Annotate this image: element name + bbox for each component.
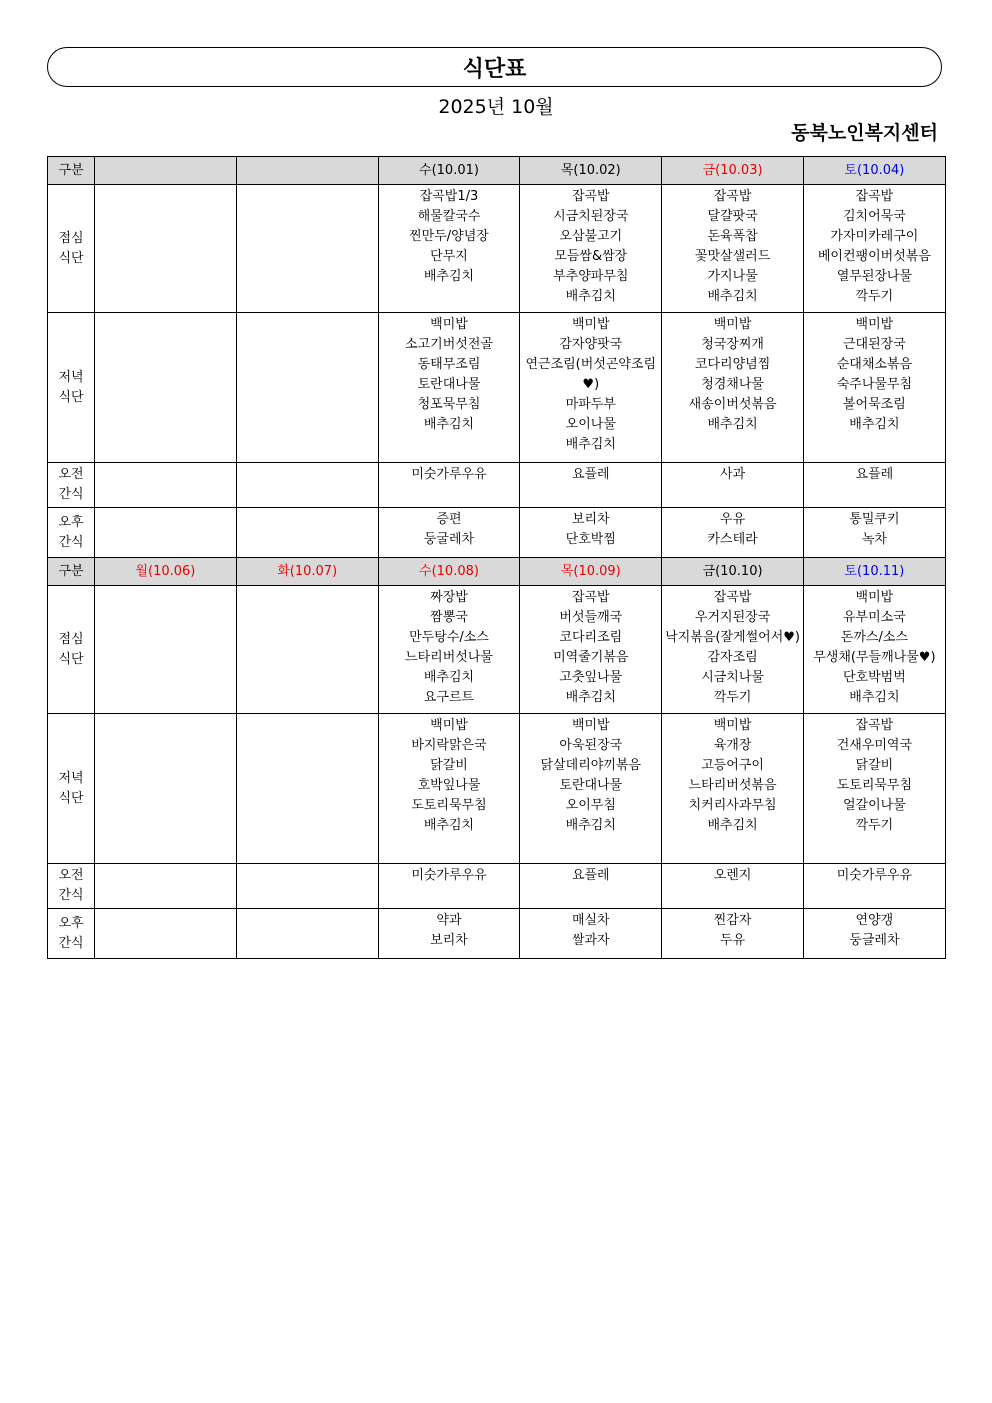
menu-item: 연양갱 bbox=[855, 913, 894, 928]
meal-type-text: 간식 bbox=[58, 534, 84, 550]
meal-type-text: 간식 bbox=[58, 888, 84, 903]
menu-item: 백미밥 bbox=[571, 317, 610, 332]
menu-item: 녹차 bbox=[861, 532, 887, 547]
meal-type-label bbox=[48, 586, 95, 714]
week-header-row bbox=[48, 157, 946, 185]
menu-item: 백미밥 bbox=[571, 718, 610, 733]
menu-item: 순대채소볶음 bbox=[836, 357, 913, 372]
meal-type-text: 간식 bbox=[58, 487, 84, 502]
menu-cell bbox=[236, 586, 378, 714]
meal-type-text: 식단 bbox=[58, 790, 84, 806]
menu-cell bbox=[95, 313, 237, 463]
menu-item: 배추김치 bbox=[565, 289, 616, 304]
menu-item: 숙주나물무침 bbox=[836, 377, 913, 392]
menu-cell bbox=[803, 508, 945, 558]
menu-cell bbox=[236, 463, 378, 508]
day-header: 목(10.02) bbox=[520, 157, 662, 185]
menu-cell bbox=[520, 313, 662, 463]
menu-cell bbox=[520, 185, 662, 313]
menu-item: 단호박범벅 bbox=[842, 670, 906, 685]
menu-item: 청경채나물 bbox=[701, 377, 764, 392]
menu-cell bbox=[95, 586, 237, 714]
menu-item: 증편 bbox=[436, 512, 462, 527]
menu-item: 배추김치 bbox=[423, 417, 475, 432]
menu-item: 청포묵무침 bbox=[417, 397, 481, 412]
menu-item: 얼갈이나물 bbox=[842, 798, 906, 813]
menu-item: 찐감자 bbox=[713, 913, 752, 928]
menu-item: 우거지된장국 bbox=[694, 610, 771, 625]
meal-type-text: 식단 bbox=[58, 389, 84, 405]
menu-item: 사과 bbox=[720, 467, 746, 482]
menu-cell bbox=[803, 313, 945, 463]
menu-cell bbox=[662, 185, 804, 313]
menu-cell bbox=[95, 463, 237, 508]
menu-item: 배추김치 bbox=[565, 818, 616, 833]
menu-item: 쌀과자 bbox=[571, 933, 610, 948]
menu-item: 아욱된장국 bbox=[559, 738, 623, 753]
meal-type-label bbox=[48, 508, 95, 558]
menu-cell bbox=[378, 463, 520, 508]
menu-item: 배추김치 bbox=[707, 818, 758, 833]
menu-item: 감자양팟국 bbox=[559, 337, 623, 352]
menu-item: 잡곡밥 bbox=[571, 590, 610, 605]
menu-item: 바지락맑은국 bbox=[411, 738, 487, 753]
day-header: 수(10.08) bbox=[378, 558, 520, 586]
menu-cell bbox=[803, 864, 945, 909]
menu-item: 돈까스/소스 bbox=[840, 630, 908, 645]
day-header: 금(10.10) bbox=[662, 558, 804, 586]
meal-type-text: 점심 bbox=[58, 230, 84, 246]
menu-item: 느타리버섯볶음 bbox=[688, 778, 777, 793]
menu-item: 베이컨팽이버섯볶음 bbox=[817, 249, 931, 264]
menu-item: 치커리사과무침 bbox=[688, 798, 777, 813]
day-header: 화(10.07) bbox=[236, 558, 378, 586]
menu-cell bbox=[662, 909, 804, 959]
menu-item: 달걀팟국 bbox=[707, 209, 758, 224]
menu-cell bbox=[662, 864, 804, 909]
menu-item: 백미밥 bbox=[855, 317, 894, 332]
menu-cell bbox=[236, 313, 378, 463]
menu-item: 미숫가루우유 bbox=[836, 868, 913, 883]
meal-type-text: 오후 bbox=[58, 915, 84, 931]
meal-type-text: 오전 bbox=[58, 467, 84, 482]
menu-item: 마파두부 bbox=[565, 397, 616, 412]
menu-item: 돈육폭찹 bbox=[707, 229, 758, 244]
menu-item: 요플레 bbox=[571, 467, 610, 482]
category-header: 구분 bbox=[48, 558, 95, 586]
menu-cell bbox=[520, 463, 662, 508]
meal-type-label bbox=[48, 185, 95, 313]
menu-item: 단호박찜 bbox=[565, 532, 616, 547]
menu-item: 오이무침 bbox=[565, 798, 616, 813]
menu-item: 배추김치 bbox=[423, 269, 475, 284]
menu-cell bbox=[236, 508, 378, 558]
menu-item: 해물칼국수 bbox=[417, 209, 481, 224]
menu-cell bbox=[378, 864, 520, 909]
menu-cell bbox=[662, 586, 804, 714]
menu-item: 호박잎나물 bbox=[417, 778, 481, 793]
menu-item: 잡곡밥 bbox=[855, 189, 894, 204]
menu-item: 백미밥 bbox=[855, 590, 894, 605]
menu-cell bbox=[520, 909, 662, 959]
menu-item: 잡곡밥1/3 bbox=[419, 189, 479, 204]
menu-cell bbox=[378, 909, 520, 959]
meal-type-text: 식단 bbox=[58, 651, 84, 667]
meal-type-text: 오전 bbox=[58, 868, 84, 883]
menu-item: 소고기버섯전골 bbox=[405, 337, 493, 352]
menu-item: 근대된장국 bbox=[842, 337, 906, 352]
menu-cell bbox=[662, 463, 804, 508]
menu-item: 느타리버섯나물 bbox=[405, 650, 493, 665]
menu-cell bbox=[236, 864, 378, 909]
meal-type-text: 오후 bbox=[58, 514, 84, 530]
day-header: 목(10.09) bbox=[520, 558, 662, 586]
menu-cell bbox=[378, 586, 520, 714]
menu-cell bbox=[520, 864, 662, 909]
menu-item: 볼어묵조림 bbox=[842, 397, 906, 412]
meal-type-text: 간식 bbox=[58, 935, 84, 951]
menu-cell bbox=[236, 714, 378, 864]
menu-item: 모듬쌈&쌈장 bbox=[554, 249, 628, 264]
menu-item: 매실차 bbox=[571, 913, 610, 928]
menu-item: 보리차 bbox=[571, 512, 610, 527]
menu-item: 토란대나물 bbox=[417, 377, 481, 392]
meal-row bbox=[48, 185, 946, 313]
meal-row bbox=[48, 909, 946, 959]
menu-item: 미역줄기볶음 bbox=[553, 650, 629, 665]
menu-item: 통밀쿠키 bbox=[849, 512, 900, 527]
menu-item: 고춧잎나물 bbox=[559, 670, 623, 685]
menu-cell bbox=[95, 508, 237, 558]
menu-item: 배추김치 bbox=[423, 670, 475, 685]
menu-item: 찐만두/양념장 bbox=[409, 229, 489, 244]
menu-cell bbox=[803, 185, 945, 313]
menu-item: 닭갈비 bbox=[430, 758, 468, 773]
meal-row bbox=[48, 864, 946, 909]
day-header bbox=[95, 157, 237, 185]
menu-item: 배추김치 bbox=[565, 437, 616, 452]
menu-item: 도토리묵무침 bbox=[411, 798, 487, 813]
menu-item: 요플레 bbox=[855, 467, 894, 482]
menu-item: 건새우미역국 bbox=[836, 738, 913, 753]
meal-type-text: 점심 bbox=[58, 631, 84, 647]
menu-item: 배추김치 bbox=[565, 690, 616, 705]
menu-cell bbox=[95, 909, 237, 959]
menu-item: 두유 bbox=[720, 933, 746, 948]
meal-type-label bbox=[48, 909, 95, 959]
menu-item: 코다리조림 bbox=[559, 630, 623, 645]
menu-item: 꽃맛살샐러드 bbox=[694, 249, 771, 264]
day-header: 토(10.11) bbox=[803, 558, 945, 586]
menu-item: 버섯들깨국 bbox=[559, 610, 623, 625]
meal-row bbox=[48, 714, 946, 864]
menu-item: 배추김치 bbox=[423, 818, 475, 833]
menu-item: 가지나물 bbox=[707, 269, 758, 284]
meal-row bbox=[48, 586, 946, 714]
menu-cell bbox=[95, 864, 237, 909]
menu-item: 백미밥 bbox=[430, 718, 468, 733]
menu-item: 육개장 bbox=[713, 738, 752, 753]
menu-item: 연근조림(버섯곤약조림♥) bbox=[525, 357, 657, 392]
menu-cell bbox=[803, 463, 945, 508]
menu-item: 잡곡밥 bbox=[571, 189, 610, 204]
menu-item: 짬뽕국 bbox=[430, 610, 468, 625]
menu-item: 보리차 bbox=[430, 933, 468, 948]
menu-item: 동태무조림 bbox=[417, 357, 481, 372]
meal-row bbox=[48, 313, 946, 463]
menu-item: 깍두기 bbox=[713, 690, 752, 705]
menu-cell bbox=[803, 714, 945, 864]
menu-cell bbox=[95, 185, 237, 313]
meal-type-label bbox=[48, 714, 95, 864]
menu-cell bbox=[236, 909, 378, 959]
menu-item: 오삼불고기 bbox=[559, 229, 623, 244]
menu-cell bbox=[378, 185, 520, 313]
menu-cell bbox=[378, 714, 520, 864]
week-header-row bbox=[48, 558, 946, 586]
menu-item: 코다리양념찜 bbox=[694, 357, 771, 372]
menu-cell bbox=[662, 313, 804, 463]
menu-item: 김치어묵국 bbox=[842, 209, 906, 224]
menu-cell bbox=[520, 714, 662, 864]
menu-cell bbox=[95, 714, 237, 864]
menu-title: 식단표 bbox=[47, 47, 942, 87]
menu-item: 요구르트 bbox=[423, 690, 475, 705]
menu-cell bbox=[662, 714, 804, 864]
menu-item: 오이나물 bbox=[565, 417, 616, 432]
meal-type-text: 저녁 bbox=[58, 369, 84, 385]
category-header: 구분 bbox=[48, 157, 95, 185]
menu-item: 배추김치 bbox=[849, 417, 900, 432]
meal-type-label bbox=[48, 313, 95, 463]
menu-item: 카스테라 bbox=[707, 532, 758, 547]
menu-item: 시금치된장국 bbox=[553, 209, 629, 224]
meal-row bbox=[48, 463, 946, 508]
menu-item: 토란대나물 bbox=[559, 778, 623, 793]
menu-cell bbox=[662, 508, 804, 558]
day-header: 월(10.06) bbox=[95, 558, 237, 586]
menu-item: 짜장밥 bbox=[430, 590, 468, 605]
menu-period: 2025년 10월 bbox=[438, 96, 554, 118]
day-header: 토(10.04) bbox=[803, 157, 945, 185]
meal-type-text: 저녁 bbox=[58, 770, 84, 786]
menu-item: 우유 bbox=[720, 512, 746, 527]
menu-item: 가자미카레구이 bbox=[830, 229, 919, 244]
menu-table bbox=[47, 156, 946, 959]
menu-item: 부추양파무침 bbox=[553, 269, 629, 284]
menu-item: 둥글레차 bbox=[849, 933, 900, 948]
menu-item: 깍두기 bbox=[855, 289, 894, 304]
menu-cell bbox=[378, 313, 520, 463]
menu-item: 도토리묵무침 bbox=[836, 778, 913, 793]
menu-item: 백미밥 bbox=[430, 317, 468, 332]
menu-cell bbox=[803, 586, 945, 714]
menu-item: 배추김치 bbox=[849, 690, 900, 705]
meal-row bbox=[48, 508, 946, 558]
menu-item: 미숫가루우유 bbox=[411, 467, 487, 482]
menu-item: 유부미소국 bbox=[842, 610, 906, 625]
menu-item: 청국장찌개 bbox=[701, 337, 764, 352]
menu-item: 시금치나물 bbox=[701, 670, 764, 685]
menu-item: 만두탕수/소스 bbox=[409, 630, 489, 645]
menu-cell bbox=[803, 909, 945, 959]
day-header bbox=[236, 157, 378, 185]
meal-type-text: 식단 bbox=[58, 250, 84, 266]
menu-item: 닭살데리야끼볶음 bbox=[540, 758, 642, 773]
menu-item: 요플레 bbox=[571, 868, 610, 883]
menu-item: 잡곡밥 bbox=[713, 590, 752, 605]
menu-item: 잡곡밥 bbox=[855, 718, 894, 733]
menu-item: 약과 bbox=[436, 913, 462, 928]
menu-item: 고등어구이 bbox=[701, 758, 764, 773]
menu-item: 감자조림 bbox=[707, 650, 758, 665]
menu-item: 미숫가루우유 bbox=[411, 868, 487, 883]
menu-item: 백미밥 bbox=[713, 718, 752, 733]
menu-item: 낙지볶음(잘게썰어서♥) bbox=[665, 630, 800, 645]
meal-type-label bbox=[48, 864, 95, 909]
day-header: 금(10.03) bbox=[662, 157, 804, 185]
menu-item: 단무지 bbox=[430, 249, 468, 264]
menu-table-body bbox=[48, 157, 946, 959]
menu-cell bbox=[520, 586, 662, 714]
meal-type-label bbox=[48, 463, 95, 508]
menu-item: 배추김치 bbox=[707, 417, 758, 432]
menu-item: 잡곡밥 bbox=[713, 189, 752, 204]
menu-item: 배추김치 bbox=[707, 289, 758, 304]
day-header: 수(10.01) bbox=[378, 157, 520, 185]
menu-item: 오렌지 bbox=[713, 868, 752, 883]
menu-item: 백미밥 bbox=[713, 317, 752, 332]
menu-item: 둥굴레차 bbox=[423, 532, 475, 547]
menu-cell bbox=[236, 185, 378, 313]
menu-item: 깍두기 bbox=[855, 818, 894, 833]
menu-item: 새송이버섯볶음 bbox=[688, 397, 777, 412]
menu-item: 무생채(무들깨나물♥) bbox=[813, 650, 936, 665]
menu-cell bbox=[378, 508, 520, 558]
menu-cell bbox=[520, 508, 662, 558]
center-name: 동북노인복지센터 bbox=[791, 122, 938, 144]
menu-item: 열무된장나물 bbox=[836, 269, 913, 284]
menu-item: 닭갈비 bbox=[855, 758, 894, 773]
